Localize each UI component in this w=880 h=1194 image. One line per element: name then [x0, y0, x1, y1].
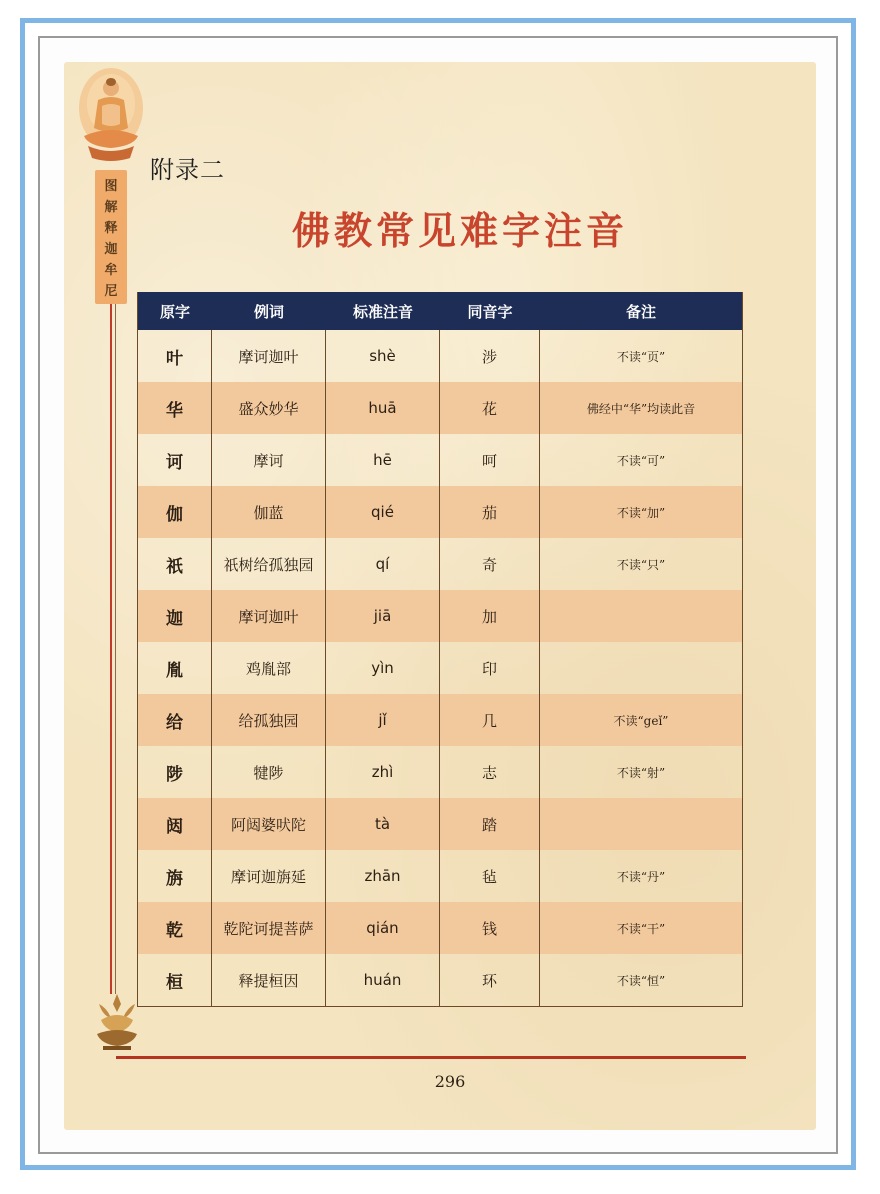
pinyin-cell: jǐ: [326, 694, 440, 746]
pinyin-cell: zhì: [326, 746, 440, 798]
footer-rule: [116, 1056, 746, 1059]
pinyin-cell: hē: [326, 434, 440, 486]
table-row: [138, 746, 742, 798]
pinyin-cell: tà: [326, 798, 440, 850]
note-cell: 佛经中“华”均读此音: [586, 401, 696, 416]
homophone-cell: 踏: [440, 798, 540, 850]
header-homophone: 同音字: [467, 302, 513, 321]
original-char-cell: 乾: [138, 902, 212, 954]
original-char-cell: 旃: [138, 850, 212, 902]
example-cell: 伽蓝: [212, 486, 326, 538]
homophone-cell: 毡: [440, 850, 540, 902]
page-title: 佛教常见难字注音: [291, 208, 628, 253]
table-row: [138, 590, 742, 642]
homophone-cell: 几: [440, 694, 540, 746]
original-char-cell: 诃: [138, 434, 212, 486]
homophone-cell: 加: [440, 590, 540, 642]
example-cell: 祇树给孤独园: [212, 538, 326, 590]
note-cell: [540, 642, 742, 694]
homophone-cell: 花: [440, 382, 540, 434]
note-cell: 不读“页”: [616, 349, 666, 364]
header-original-char: 原字: [159, 302, 190, 321]
example-cell: 盛众妙华: [212, 382, 326, 434]
original-char-cell: 胤: [138, 642, 212, 694]
original-char-cell: 伽: [138, 486, 212, 538]
homophone-cell: 呵: [440, 434, 540, 486]
original-char-cell: 陟: [138, 746, 212, 798]
table-row: [138, 694, 742, 746]
original-char-cell: 闼: [138, 798, 212, 850]
homophone-cell: 志: [440, 746, 540, 798]
pinyin-cell: yìn: [326, 642, 440, 694]
table-row: [138, 330, 742, 382]
example-cell: 给孤独园: [212, 694, 326, 746]
table-row: [138, 486, 742, 538]
header-pinyin: 标准注音: [352, 302, 413, 321]
note-cell: 不读“丹”: [616, 869, 666, 884]
header-note: 备注: [625, 302, 656, 321]
header-example: 例词: [253, 302, 284, 321]
original-char-cell: 叶: [138, 330, 212, 382]
pinyin-cell: huā: [326, 382, 440, 434]
table-row: [138, 382, 742, 434]
example-cell: 犍陟: [212, 746, 326, 798]
page-number: 296: [434, 1072, 466, 1091]
original-char-cell: 华: [138, 382, 212, 434]
note-cell: 不读“加”: [616, 505, 666, 520]
book-title-char: 迦: [104, 242, 118, 257]
pinyin-cell: huán: [326, 954, 440, 1006]
note-cell: 不读“geǐ”: [613, 713, 669, 728]
book-title-char: 牟: [104, 263, 118, 278]
homophone-cell: 印: [440, 642, 540, 694]
lotus-icon: [93, 990, 141, 1052]
margin-rule-thin: [115, 304, 116, 994]
table-header: [138, 292, 742, 330]
table-row: [138, 642, 742, 694]
table-row: [138, 434, 742, 486]
book-title-char: 解: [104, 200, 118, 215]
homophone-cell: 茄: [440, 486, 540, 538]
book-title-char: 图: [104, 179, 118, 194]
example-cell: 乾陀诃提菩萨: [212, 902, 326, 954]
note-cell: 不读“只”: [616, 557, 666, 572]
example-cell: 摩诃迦叶: [212, 590, 326, 642]
example-cell: 摩诃迦叶: [212, 330, 326, 382]
note-cell: [540, 590, 742, 642]
table-row: [138, 850, 742, 902]
table-row: [138, 538, 742, 590]
pronunciation-table: [137, 292, 743, 1007]
example-cell: 阿闼婆吠陀: [212, 798, 326, 850]
note-cell: 不读“射”: [616, 765, 666, 780]
example-cell: 摩诃: [212, 434, 326, 486]
example-cell: 释提桓因: [212, 954, 326, 1006]
note-cell: [540, 798, 742, 850]
table-row: [138, 954, 742, 1006]
pinyin-cell: qié: [326, 486, 440, 538]
original-char-cell: 祇: [138, 538, 212, 590]
original-char-cell: 给: [138, 694, 212, 746]
pinyin-cell: jiā: [326, 590, 440, 642]
pinyin-cell: qián: [326, 902, 440, 954]
book-title-char: 尼: [104, 284, 118, 299]
example-cell: 鸡胤部: [212, 642, 326, 694]
original-char-cell: 桓: [138, 954, 212, 1006]
homophone-cell: 奇: [440, 538, 540, 590]
book-title-char: 释: [104, 221, 118, 236]
appendix-label: 附录二: [150, 156, 225, 184]
pinyin-cell: zhān: [326, 850, 440, 902]
homophone-cell: 环: [440, 954, 540, 1006]
homophone-cell: 钱: [440, 902, 540, 954]
table-row: [138, 798, 742, 850]
note-cell: 不读“可”: [616, 453, 666, 468]
note-cell: 不读“干”: [616, 921, 666, 936]
homophone-cell: 涉: [440, 330, 540, 382]
buddha-icon: [76, 66, 146, 166]
example-cell: 摩诃迦旃延: [212, 850, 326, 902]
table-row: [138, 902, 742, 954]
note-cell: 不读“恒”: [616, 973, 666, 988]
margin-rule: [110, 304, 112, 994]
pinyin-cell: qí: [326, 538, 440, 590]
table-body: [138, 330, 742, 1006]
original-char-cell: 迦: [138, 590, 212, 642]
pinyin-cell: shè: [326, 330, 440, 382]
